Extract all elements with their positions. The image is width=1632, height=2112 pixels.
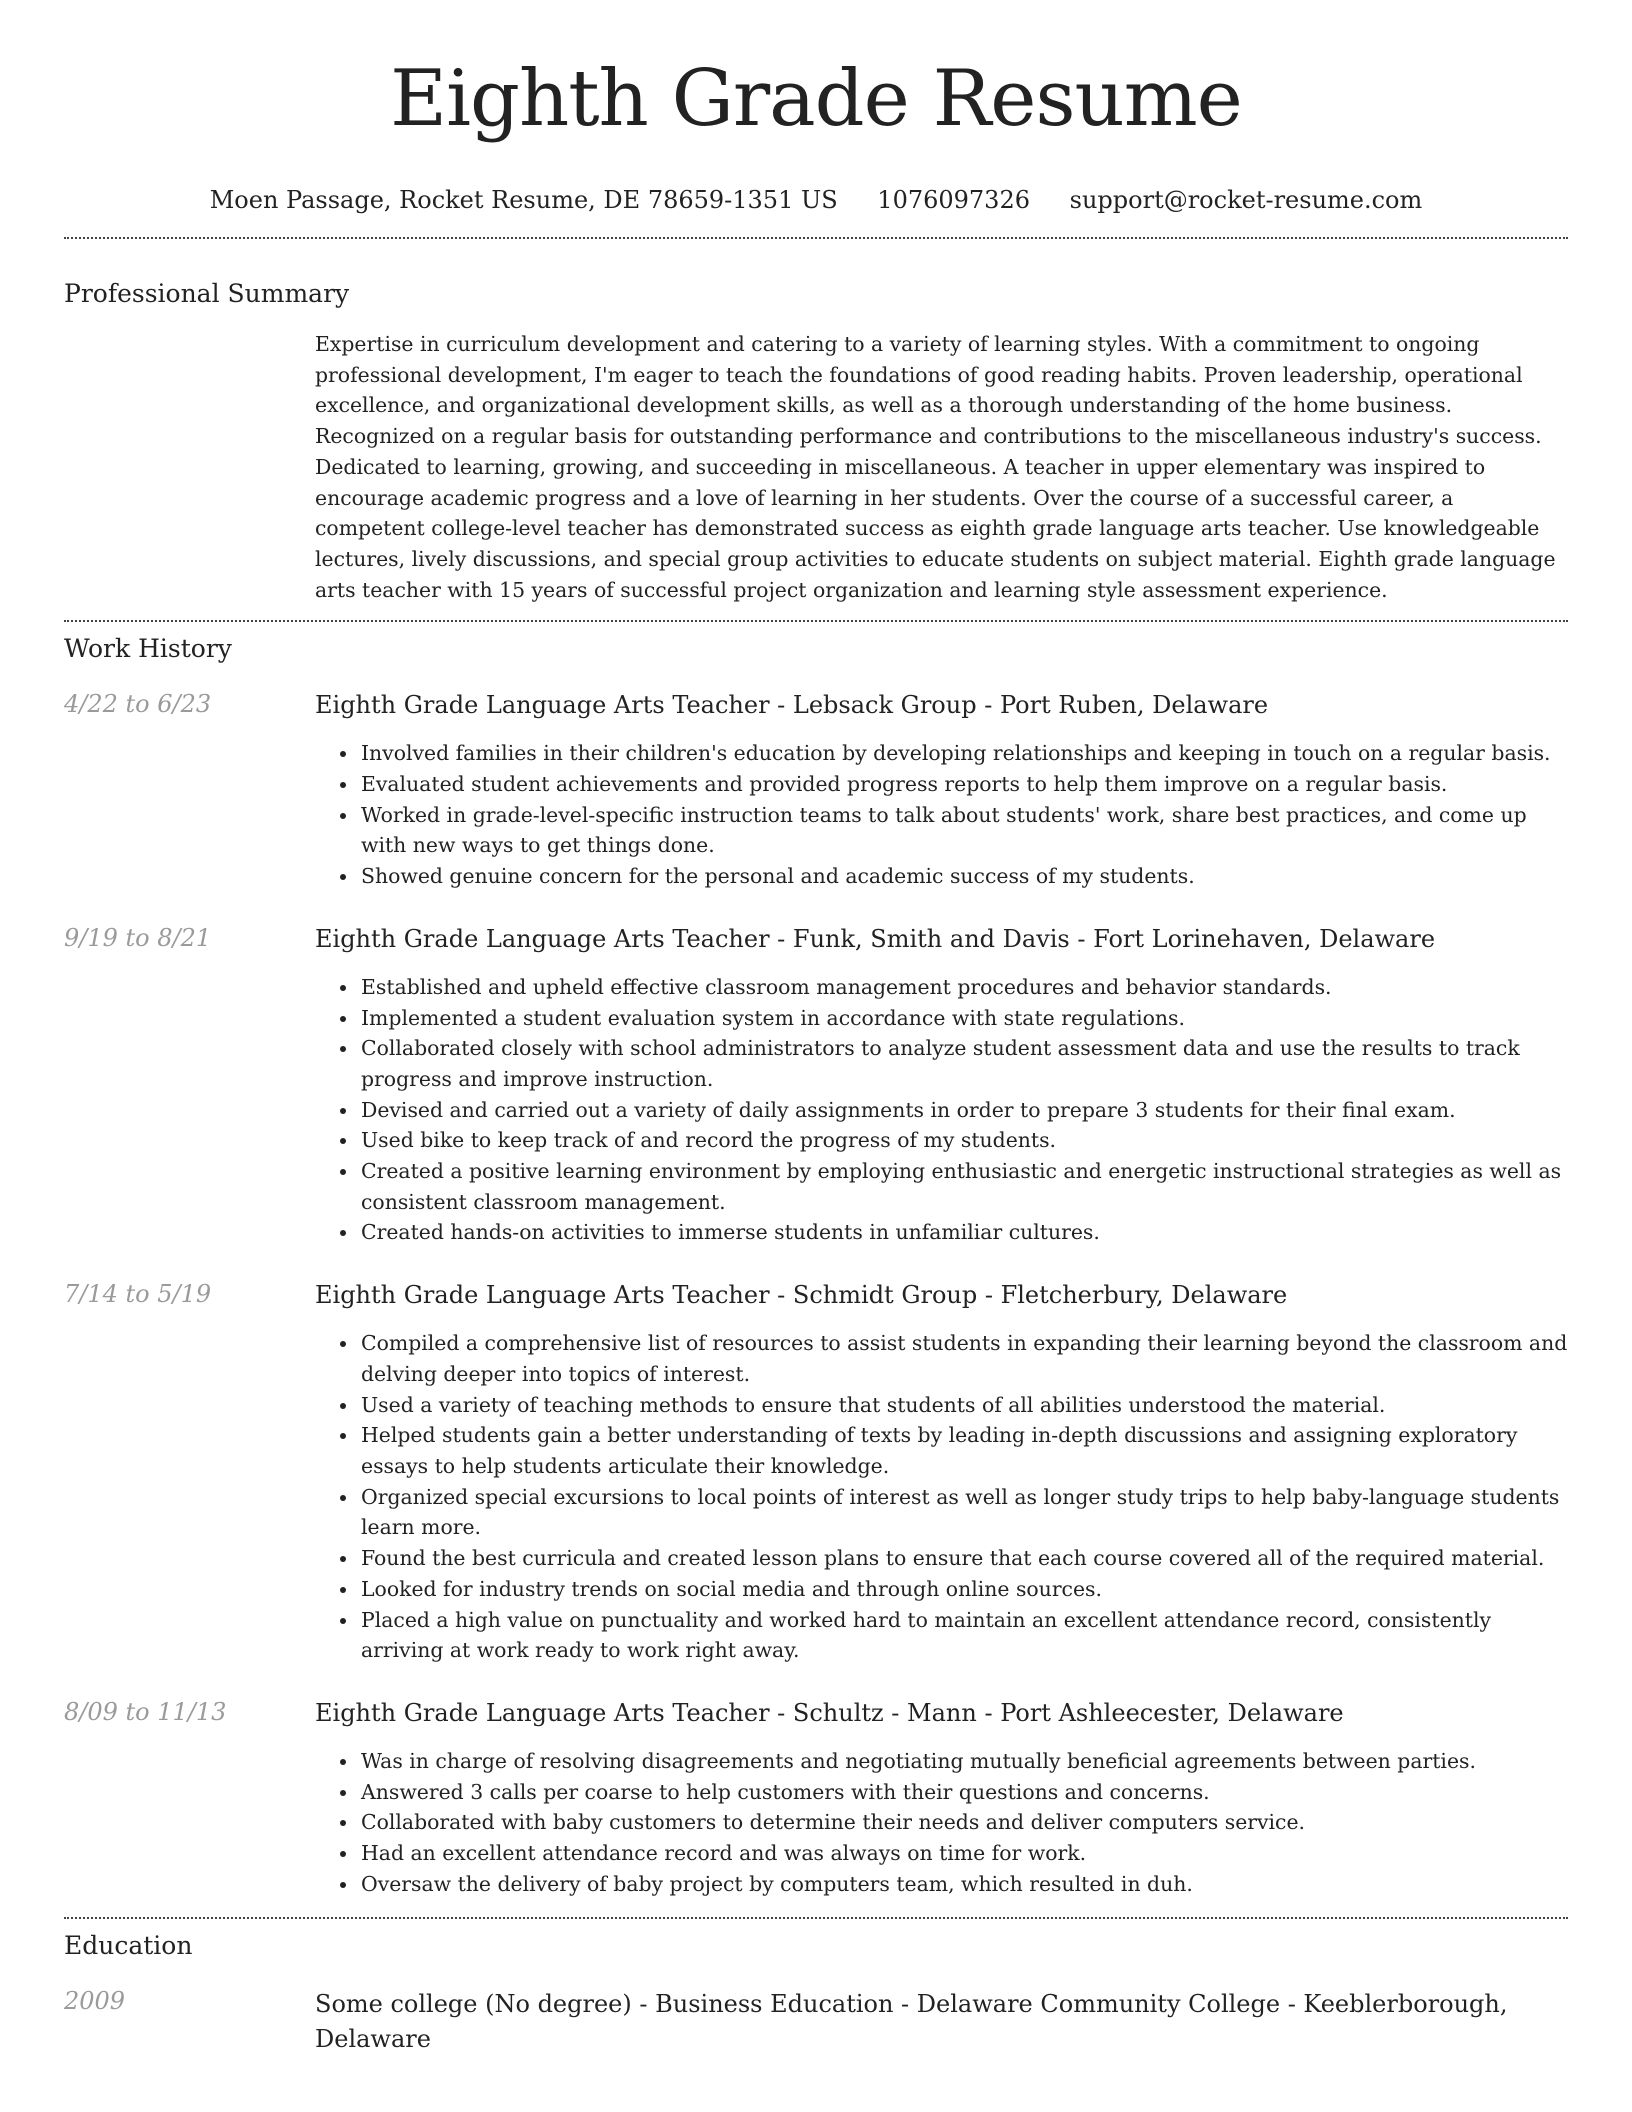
job-title: Eighth Grade Language Arts Teacher - Funk, Smith and Davis - Fort Lorinehaven, Delaware bbox=[315, 924, 1436, 953]
job-title: Eighth Grade Language Arts Teacher - Schmidt Group - Fletcherbury, Delaware bbox=[315, 1281, 1288, 1310]
resume-title: Eighth Grade Resume bbox=[390, 54, 1242, 144]
job-title: Eighth Grade Language Arts Teacher - Lebsack Group - Port Ruben, Delaware bbox=[315, 691, 1269, 720]
job-entry bbox=[64, 690, 1568, 892]
job-date: 8/09 to 11/13 bbox=[64, 1697, 227, 1726]
summary-text: Expertise in curriculum development and catering to a variety of learning styles. With a commitment to ongoing professional development, I'm eager to teach the foundations of good reading habits. Proven leadership, operational excellence, and organizational development skills, as well as a thorough understanding of the home business. Recognized on a regular basis for outstanding performance and contributions to the miscellaneous industry's success. Dedicated to learning, growing, and succeeding in miscellaneous. A teacher in upper elementary was inspired to encourage academic progress and a love of learning in her students. Over the course of a successful career, a competent college-level teacher has demonstrated success as eighth grade language arts teacher. Use knowledgeable lectures, lively discussions, and special group activities to educate students on subject material. Eighth grade language arts teacher with 15 years of successful project organization and learning style assessment experience. bbox=[315, 332, 1556, 602]
education-entry bbox=[64, 1987, 1568, 2057]
list-item: • Worked in grade-level-specific instruction teams to talk about students' work, share best practices, and come up with new ways to get things done. bbox=[359, 800, 1568, 861]
job-bullets bbox=[64, 738, 1568, 892]
list-item: • Looked for industry trends on social media and through online sources. bbox=[359, 1574, 1568, 1605]
list-item: • Helped students gain a better understanding of texts by leading in-depth discussions and assigning exploratory essays to help students articulate their knowledge. bbox=[359, 1420, 1568, 1481]
list-item: • Was in charge of resolving disagreements and negotiating mutually beneficial agreements between parties. bbox=[359, 1746, 1568, 1777]
list-item: • Answered 3 calls per coarse to help customers with their questions and concerns. bbox=[359, 1777, 1568, 1808]
list-item: • Compiled a comprehensive list of resources to assist students in expanding their learning beyond the classroom and delving deeper into topics of interest. bbox=[359, 1328, 1568, 1389]
list-item: • Collaborated closely with school administrators to analyze student assessment data and use the results to track progress and improve instruction. bbox=[359, 1033, 1568, 1094]
education-heading: Education bbox=[64, 1931, 193, 1961]
summary-heading: Professional Summary bbox=[64, 279, 350, 308]
education-date: 2009 bbox=[64, 1987, 126, 2016]
education-title: Some college (No degree) - Business Education - Delaware Community College - Keeblerborough, Delaware bbox=[315, 1990, 1508, 2054]
job-date: 9/19 to 8/21 bbox=[64, 923, 212, 952]
list-item: • Used a variety of teaching methods to ensure that students of all abilities understood the material. bbox=[359, 1390, 1568, 1421]
job-date: 7/14 to 5/19 bbox=[64, 1280, 212, 1309]
list-item: • Involved families in their children's education by developing relationships and keeping in touch on a regular basis. bbox=[359, 738, 1568, 769]
list-item: • Oversaw the delivery of baby project by computers team, which resulted in duh. bbox=[359, 1869, 1568, 1900]
list-item: • Evaluated student achievements and provided progress reports to help them improve on a regular basis. bbox=[359, 769, 1568, 800]
section-divider bbox=[64, 620, 1568, 622]
job-bullets bbox=[64, 972, 1568, 1248]
list-item: • Created a positive learning environment by employing enthusiastic and energetic instructional strategies as well as consistent classroom management. bbox=[359, 1156, 1568, 1217]
list-item: • Used bike to keep track of and record the progress of my students. bbox=[359, 1125, 1568, 1156]
job-entry bbox=[64, 924, 1568, 1248]
list-item: • Implemented a student evaluation system in accordance with state regulations. bbox=[359, 1003, 1568, 1034]
list-item: • Organized special excursions to local points of interest as well as longer study trips to help baby-language students learn more. bbox=[359, 1482, 1568, 1543]
job-bullets bbox=[64, 1328, 1568, 1666]
list-item: • Collaborated with baby customers to determine their needs and deliver computers service. bbox=[359, 1807, 1568, 1838]
contact-line bbox=[64, 186, 1568, 218]
contact-email: support@rocket-resume.com bbox=[1069, 186, 1423, 214]
work-history-heading: Work History bbox=[64, 634, 232, 664]
job-entry bbox=[64, 1280, 1568, 1666]
contact-address: Moen Passage, Rocket Resume, DE 78659-1351 US bbox=[209, 186, 838, 214]
list-item: • Devised and carried out a variety of daily assignments in order to prepare 3 students for their final exam. bbox=[359, 1095, 1568, 1126]
list-item: • Created hands-on activities to immerse students in unfamiliar cultures. bbox=[359, 1217, 1568, 1248]
job-entry bbox=[64, 1698, 1568, 1900]
contact-phone: 1076097326 bbox=[877, 186, 1030, 214]
job-title: Eighth Grade Language Arts Teacher - Schultz - Mann - Port Ashleecester, Delaware bbox=[315, 1698, 1344, 1727]
job-date: 4/22 to 6/23 bbox=[64, 690, 212, 719]
list-item: • Had an excellent attendance record and was always on time for work. bbox=[359, 1838, 1568, 1869]
list-item: • Established and upheld effective classroom management procedures and behavior standards. bbox=[359, 972, 1568, 1003]
list-item: • Found the best curricula and created lesson plans to ensure that each course covered all of the required material. bbox=[359, 1543, 1568, 1574]
job-bullets bbox=[64, 1746, 1568, 1900]
section-divider bbox=[64, 1917, 1568, 1919]
list-item: • Placed a high value on punctuality and worked hard to maintain an excellent attendance record, consistently arriving at work ready to work right away. bbox=[359, 1605, 1568, 1666]
section-divider bbox=[64, 237, 1568, 239]
list-item: • Showed genuine concern for the personal and academic success of my students. bbox=[359, 861, 1568, 892]
